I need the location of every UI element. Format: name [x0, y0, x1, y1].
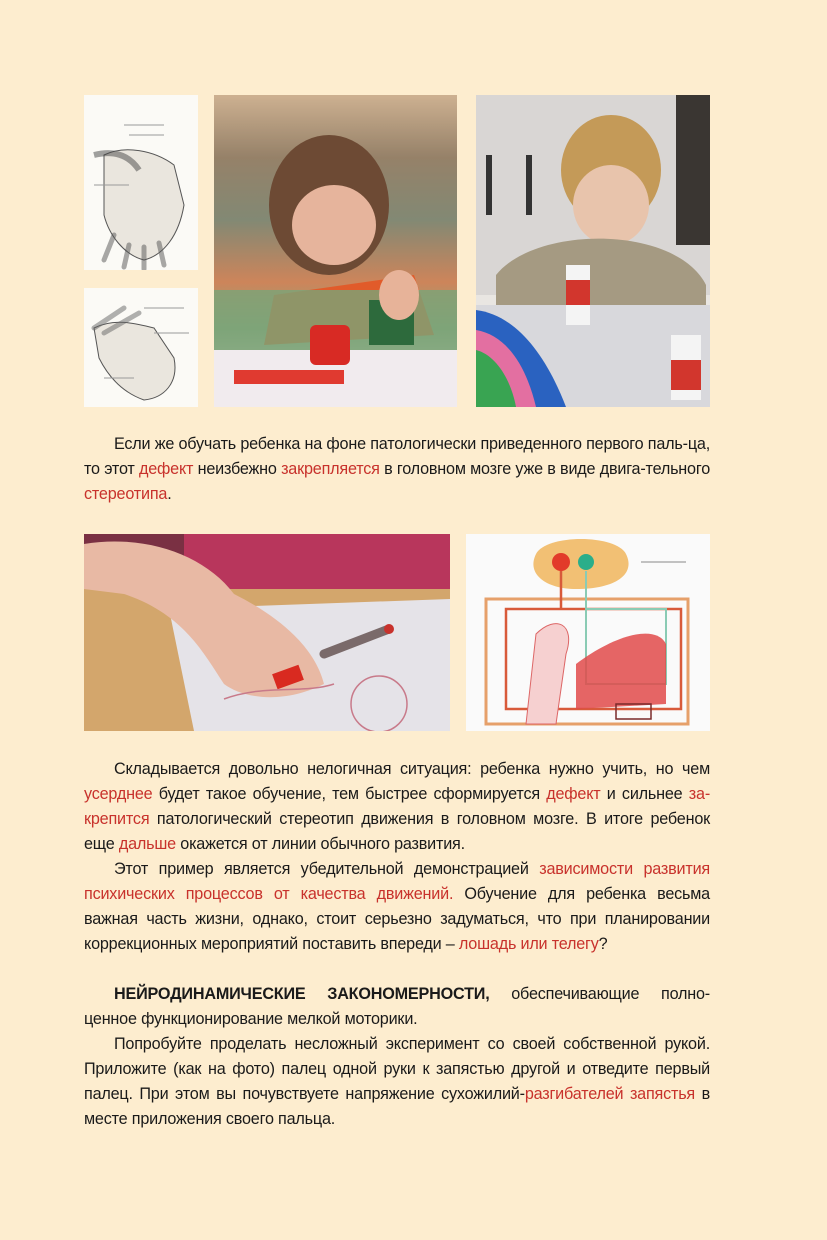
hand-drawing-photo: [84, 534, 450, 731]
highlight-term: усерднее: [84, 785, 153, 803]
text-run: Обучение для ребенка весьма важная часть жизни, однако, стоит серьезно задуматься, что при планировании коррекционных мероприятий поставить впереди –: [84, 885, 710, 953]
hand-anatomy-top-figure: [84, 95, 198, 270]
highlight-term: лошадь или телегу: [458, 935, 599, 953]
text-run: Этот пример является убедительной демонстрацией: [114, 860, 540, 878]
text-run: ?: [598, 935, 608, 953]
text-run: патологический стереотип движения в головном мозге. В итоге ребенок еще: [84, 810, 710, 853]
text-run: Попробуйте проделать несложный эксперимент со своей собственной рукой. Приложите (как на фото) палец одной руки к запястью другой и отведите первый палец. При этом вы почувствуете напряжение сухожилий-: [84, 1035, 710, 1103]
text-run: в месте приложения своего пальца.: [84, 1085, 711, 1128]
paragraph-4-heading: [84, 982, 710, 1032]
neuro-loop-diagram: [466, 534, 710, 731]
paragraph-3: [84, 857, 710, 957]
girl-painting-photo: [214, 95, 457, 407]
text-run: окажется от линии обычного развития.: [175, 835, 465, 853]
text-run: Если же обучать ребенка на фоне патологически приведенного первого паль-ца, то этот: [84, 435, 710, 478]
highlight-term: дальше: [118, 835, 176, 853]
highlight-term: зависимости развития психических процессов от качества движений.: [84, 860, 710, 903]
hand-anatomy-bottom-figure: [84, 288, 198, 407]
text-run: будет такое обучение, тем быстрее сформируется: [152, 785, 547, 803]
text-run: и сильнее: [600, 785, 689, 803]
text-run: Складывается довольно нелогичная ситуация: ребенка нужно учить, но чем: [114, 760, 710, 778]
text-run: в головном мозге уже в виде двига-тельного: [379, 460, 711, 478]
text-run: .: [167, 485, 172, 503]
highlight-term: закрепляется: [281, 460, 380, 478]
paragraph-5: [84, 1032, 710, 1132]
highlight-term: за-крепится: [84, 785, 711, 828]
text-run: обеспечивающие полно-ценное функционирование мелкой моторики.: [84, 985, 710, 1028]
highlight-term: разгибателей запястья: [524, 1085, 696, 1103]
highlight-term: стереотипа: [84, 485, 168, 503]
text-run: неизбежно: [193, 460, 282, 478]
highlight-term: дефект: [138, 460, 194, 478]
highlight-term: дефект: [546, 785, 601, 803]
paragraph-1: [84, 432, 710, 507]
section-heading: НЕЙРОДИНАМИЧЕСКИЕ ЗАКОНОМЕРНОСТИ,: [114, 985, 490, 1003]
paragraph-2: [84, 757, 710, 857]
boy-gluing-photo: [476, 95, 710, 407]
